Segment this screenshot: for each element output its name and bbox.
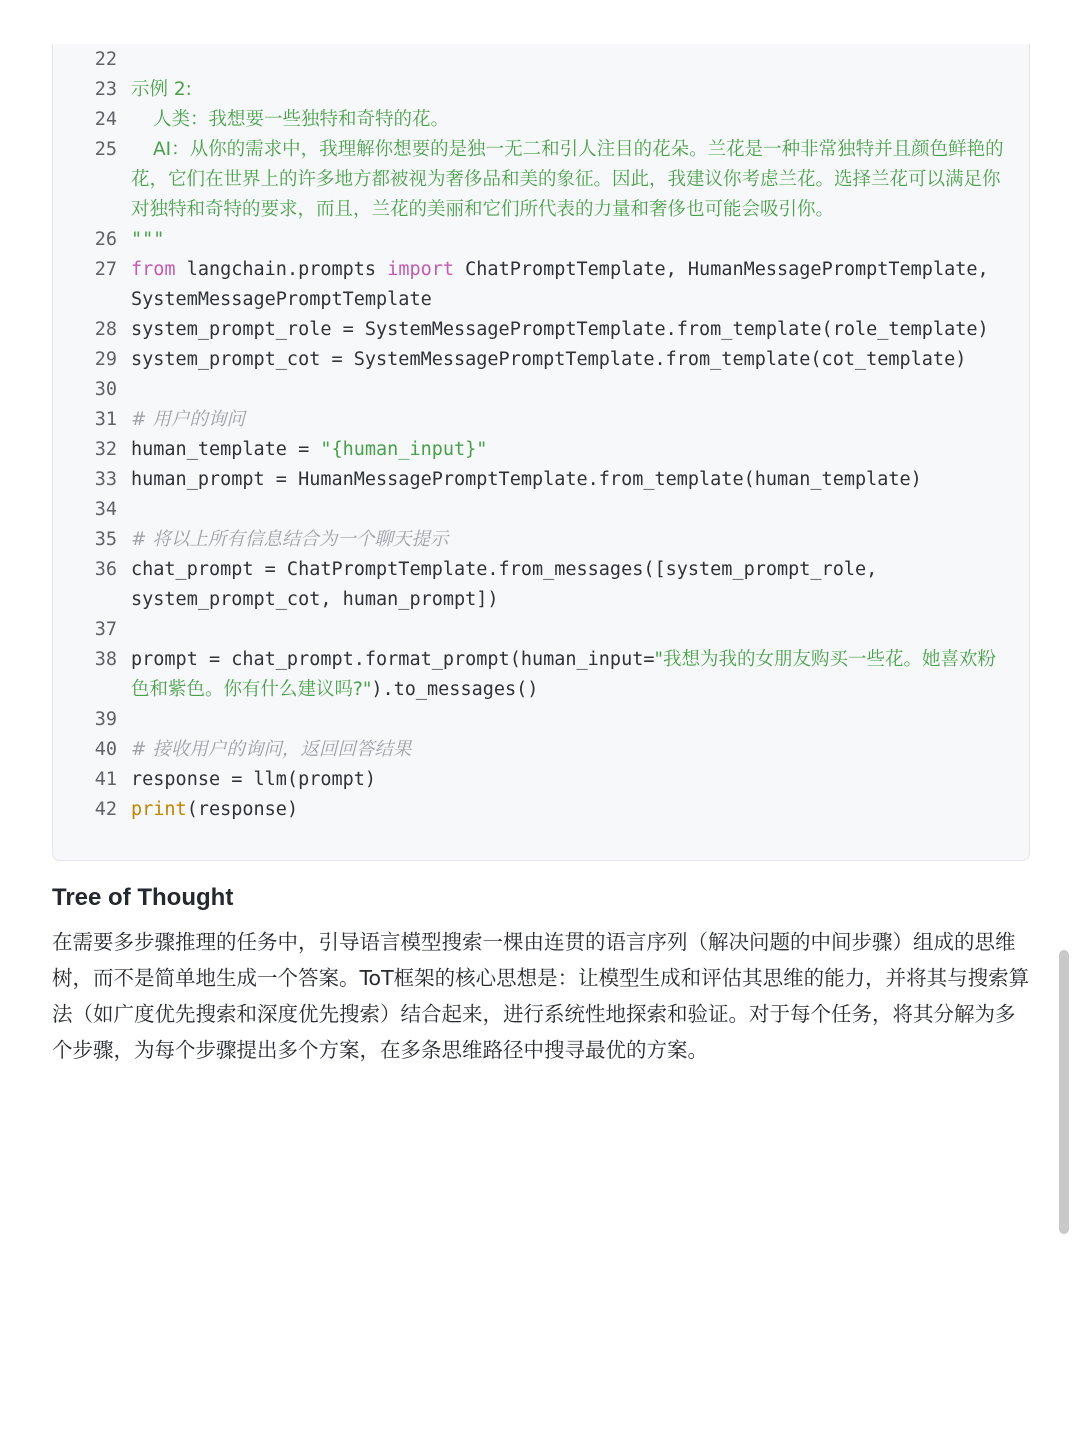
code-line — [53, 495, 1029, 525]
assignment: human_template = — [131, 439, 321, 460]
line-number: 40 — [94, 739, 117, 760]
code-line — [53, 465, 1029, 495]
line-number: 41 — [94, 769, 117, 790]
line-number: 38 — [94, 649, 117, 670]
code-block — [52, 44, 1030, 861]
code-text — [131, 255, 1029, 315]
module-name: langchain.prompts — [175, 259, 388, 280]
line-number: 31 — [94, 409, 117, 430]
code-text — [131, 615, 1029, 645]
code-line — [53, 555, 1029, 615]
import-list: ChatPromptTemplate, HumanMessagePromptTemplate, SystemMessagePromptTemplate — [131, 259, 1000, 310]
code-line — [53, 105, 1029, 135]
section-paragraph: 在需要多步骤推理的任务中，引导语言模型搜索一棵由连贯的语言序列（解决问题的中间步骤）组成的思维树，而不是简单地生成一个答案。ToT框架的核心思想是：让模型生成和评估其思维的能力，并将其与搜索算法（如广度优先搜索和深度优先搜索）结合起来，进行系统性地探索和验证。对于每个任务，将其分解为多个步骤，为每个步骤提出多个方案，在多条思维路径中搜寻最优的方案。 — [52, 930, 1030, 1062]
code-text — [131, 105, 1029, 135]
builtin-print: print — [131, 799, 187, 820]
code-text: response = llm(prompt) — [131, 769, 377, 790]
line-number: 27 — [94, 259, 117, 280]
code-string: 人类：我想要一些独特和奇特的花。 — [153, 109, 450, 130]
line-number: 26 — [94, 229, 117, 250]
code-line — [53, 765, 1029, 795]
line-number: 32 — [94, 439, 117, 460]
code-line — [53, 615, 1029, 645]
code-line — [53, 345, 1029, 375]
line-number: 35 — [94, 529, 117, 550]
code-line — [53, 255, 1029, 315]
line-number: 34 — [94, 499, 117, 520]
line-number: 36 — [94, 559, 117, 580]
code-text: 示例 2: — [131, 79, 192, 100]
call-suffix: ).to_messages() — [371, 679, 539, 700]
code-text — [131, 795, 1029, 825]
code-line — [53, 45, 1029, 75]
code-text: """ — [131, 229, 165, 250]
scrollbar-thumb[interactable] — [1059, 950, 1069, 1234]
code-comment: # 将以上所有信息结合为一个聊天提示 — [131, 529, 449, 550]
keyword-from: from — [131, 259, 176, 280]
code-line — [53, 375, 1029, 405]
line-number: 30 — [94, 379, 117, 400]
line-number: 37 — [94, 619, 117, 640]
code-line — [53, 405, 1029, 435]
line-number: 29 — [94, 349, 117, 370]
call-prefix: prompt = chat_prompt.format_prompt(human_input= — [131, 649, 655, 670]
code-text: system_prompt_cot = SystemMessagePromptTemplate.from_template(cot_template) — [131, 349, 967, 370]
code-line — [53, 75, 1029, 105]
code-line — [53, 705, 1029, 735]
code-text: system_prompt_role = SystemMessagePromptTemplate.from_template(role_template) — [131, 319, 989, 340]
line-number: 33 — [94, 469, 117, 490]
call-args: (response) — [186, 799, 299, 820]
code-text: human_prompt = HumanMessagePromptTemplate.from_template(human_template) — [131, 469, 922, 490]
code-comment: # 用户的询问 — [131, 409, 245, 430]
keyword-import: import — [387, 259, 455, 280]
code-line — [53, 135, 1029, 225]
line-number: 28 — [94, 319, 117, 340]
line-number: 24 — [94, 109, 117, 130]
code-line — [53, 435, 1029, 465]
code-line — [53, 315, 1029, 345]
code-text — [131, 705, 1029, 735]
code-text — [131, 645, 1029, 705]
code-line — [53, 645, 1029, 705]
code-text: chat_prompt = ChatPromptTemplate.from_messages([system_prompt_role, system_prompt_cot, human_prompt]) — [131, 559, 889, 610]
code-comment: # 接收用户的询问，返回回答结果 — [131, 739, 412, 760]
code-text — [131, 435, 1029, 465]
code-line — [53, 735, 1029, 765]
code-string: "我想为我的女朋友购买一些花。她喜欢粉色和紫色。你有什么建议吗?" — [131, 649, 996, 700]
code-line — [53, 225, 1029, 255]
line-number: 23 — [94, 79, 117, 100]
code-text — [131, 45, 1029, 75]
code-line — [53, 525, 1029, 555]
code-text — [131, 495, 1029, 525]
line-number: 39 — [94, 709, 117, 730]
section-title: Tree of Thought — [52, 884, 234, 911]
line-number: 25 — [94, 139, 117, 160]
code-text — [131, 375, 1029, 405]
code-string: AI：从你的需求中，我理解你想要的是独一无二和引人注目的花朵。兰花是一种非常独特并且颜色鲜艳的花，它们在世界上的许多地方都被视为奢侈品和美的象征。因此，我建议你考虑兰花。选择兰花可以满足你对独特和奇特的要求，而且，兰花的美丽和它们所代表的力量和奢侈也可能会吸引你。 — [131, 139, 1004, 220]
line-number: 42 — [94, 799, 117, 820]
code-line — [53, 795, 1029, 825]
line-number: 22 — [94, 49, 117, 70]
code-text — [131, 135, 1029, 225]
code-string: "{human_input}" — [320, 439, 488, 460]
